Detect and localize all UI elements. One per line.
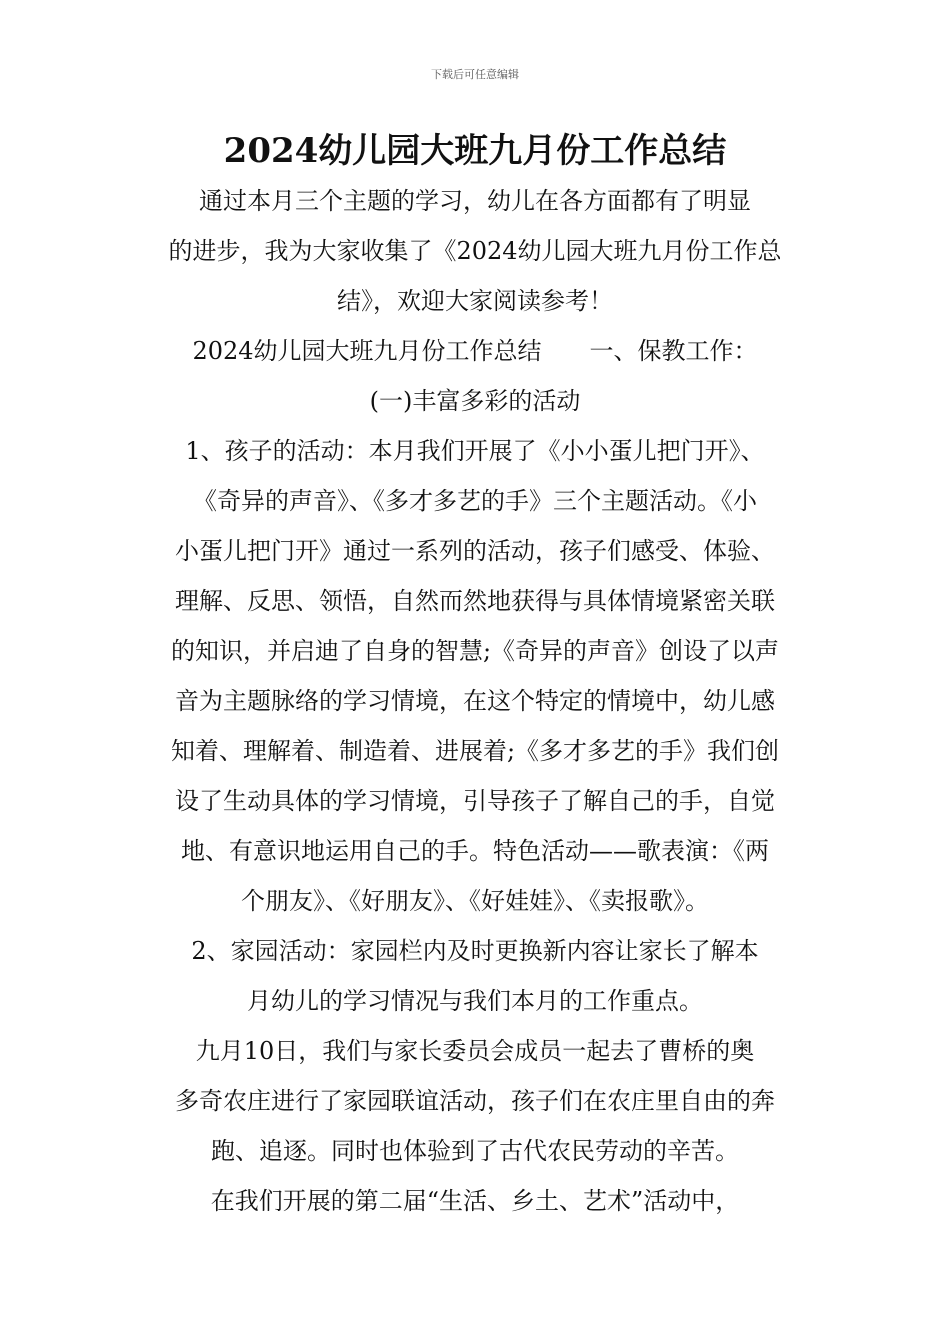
section-heading: (一)丰富多彩的活动 [369,387,581,415]
text-line: 结》，欢迎大家阅读参考！ [337,287,613,315]
text-line: 2024幼儿园大班九月份工作总结 一、保教工作： [192,337,758,365]
text-line: 设了生动具体的学习情境，引导孩子了解自己的手，自觉 [175,787,775,815]
text-line: 跑、追逐。同时也体验到了古代农民劳动的辛苦。 [211,1137,739,1165]
text-line: 的进步，我为大家收集了《2024幼儿园大班九月份工作总 [168,237,782,265]
text-line: 月幼儿的学习情况与我们本月的工作重点。 [247,987,703,1015]
document-title: 2024幼儿园大班九月份工作总结 [223,131,727,171]
header-note: 下载后可任意编辑 [431,68,519,81]
text-line: 1、孩子的活动：本月我们开展了《小小蛋儿把门开》、 [185,437,765,465]
text-line: 九月10日，我们与家长委员会成员一起去了曹桥的奥 [195,1037,755,1065]
text-line: 的知识，并启迪了自身的智慧;《奇异的声音》创设了以声 [170,637,780,665]
document-body [0,176,950,1226]
text-line: 音为主题脉络的学习情境，在这个特定的情境中，幼儿感 [175,687,775,715]
text-line: 地、有意识地运用自己的手。特色活动——歌表演：《两 [181,837,769,865]
text-line: 个朋友》、《好朋友》、《好娃娃》、《卖报歌》。 [241,887,709,915]
text-line: 小蛋儿把门开》通过一系列的活动，孩子们感受、体验、 [175,537,775,565]
text-line: 理解、反思、领悟，自然而然地获得与具体情境紧密关联 [175,587,775,615]
text-line: 多奇农庄进行了家园联谊活动，孩子们在农庄里自由的奔 [175,1087,775,1115]
text-line: 《奇异的声音》、《多才多艺的手》三个主题活动。《小 [193,487,757,515]
text-line: 2、家园活动：家园栏内及时更换新内容让家长了解本 [191,937,759,965]
text-line: 知着、理解着、制造着、进展着;《多才多艺的手》我们创 [170,737,780,765]
text-line: 在我们开展的第二届“生活、乡土、艺术”活动中， [210,1187,740,1215]
text-line: 通过本月三个主题的学习，幼儿在各方面都有了明显 [199,187,751,215]
